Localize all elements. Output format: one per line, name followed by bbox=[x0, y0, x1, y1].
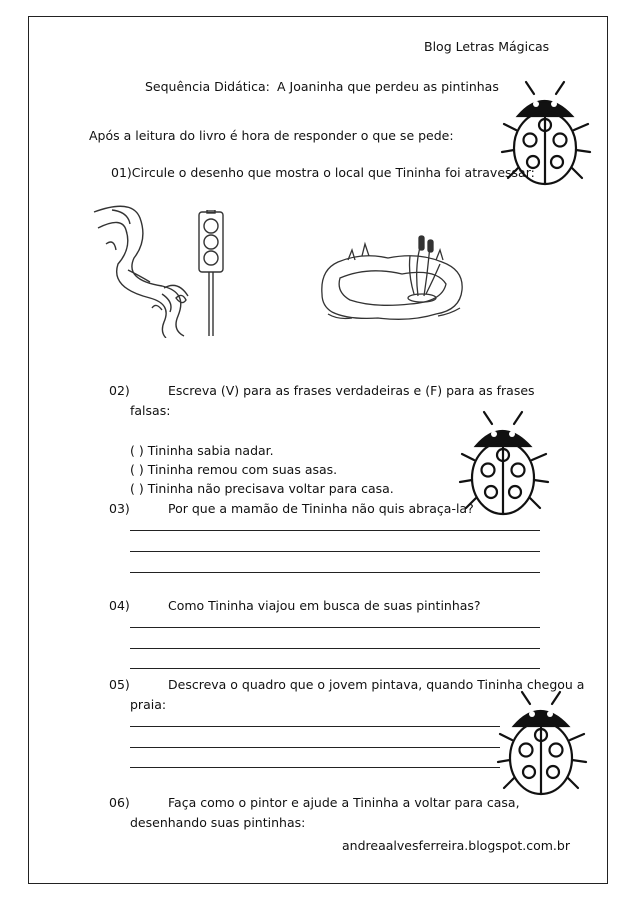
q5-text-cont: praia: bbox=[130, 697, 167, 712]
traffic-light-drawing[interactable] bbox=[194, 210, 228, 338]
q1-text: 01)Circule o desenho que mostra o local que Tininha foi atravessar: bbox=[111, 165, 535, 180]
q3-text: Por que a mamão de Tininha não quis abraça-la? bbox=[168, 501, 474, 516]
q2-text-cont: falsas: bbox=[130, 403, 171, 418]
answer-line[interactable] bbox=[130, 648, 540, 649]
answer-line[interactable] bbox=[130, 726, 500, 727]
q6-text: Faça como o pintor e ajude a Tininha a voltar para casa, bbox=[168, 795, 520, 810]
q2-text: Escreva (V) para as frases verdadeiras e (F) para as frases bbox=[168, 383, 535, 398]
q3-number: 03) bbox=[109, 501, 130, 516]
q4-text: Como Tininha viajou em busca de suas pintinhas? bbox=[168, 598, 481, 613]
answer-line[interactable] bbox=[130, 627, 540, 628]
intro-text: Após a leitura do livro é hora de responder o que se pede: bbox=[89, 128, 454, 143]
q2-item[interactable]: ( ) Tininha remou com suas asas. bbox=[130, 462, 338, 477]
pond-drawing[interactable] bbox=[318, 234, 468, 326]
q2-item[interactable]: ( ) Tininha não precisava voltar para casa. bbox=[130, 481, 394, 496]
answer-line[interactable] bbox=[130, 767, 500, 768]
q5-number: 05) bbox=[109, 677, 130, 692]
ladybug-illustration bbox=[496, 690, 588, 802]
answer-line[interactable] bbox=[130, 747, 500, 748]
q2-number: 02) bbox=[109, 383, 130, 398]
winding-road-drawing[interactable] bbox=[92, 198, 202, 338]
q2-item[interactable]: ( ) Tininha sabia nadar. bbox=[130, 443, 274, 458]
answer-line[interactable] bbox=[130, 551, 540, 552]
answer-line[interactable] bbox=[130, 572, 540, 573]
sequence-title: A Joaninha que perdeu as pintinhas bbox=[277, 79, 499, 94]
q5-text: Descreva o quadro que o jovem pintava, quando Tininha chegou a bbox=[168, 677, 585, 692]
q4-number: 04) bbox=[109, 598, 130, 613]
footer-url: andreaalvesferreira.blogspot.com.br bbox=[342, 838, 570, 853]
blog-name: Blog Letras Mágicas bbox=[424, 39, 550, 54]
q6-text-cont: desenhando suas pintinhas: bbox=[130, 815, 306, 830]
answer-line[interactable] bbox=[130, 668, 540, 669]
q6-number: 06) bbox=[109, 795, 130, 810]
sequence-label: Sequência Didática: bbox=[145, 79, 270, 94]
answer-line[interactable] bbox=[130, 530, 540, 531]
